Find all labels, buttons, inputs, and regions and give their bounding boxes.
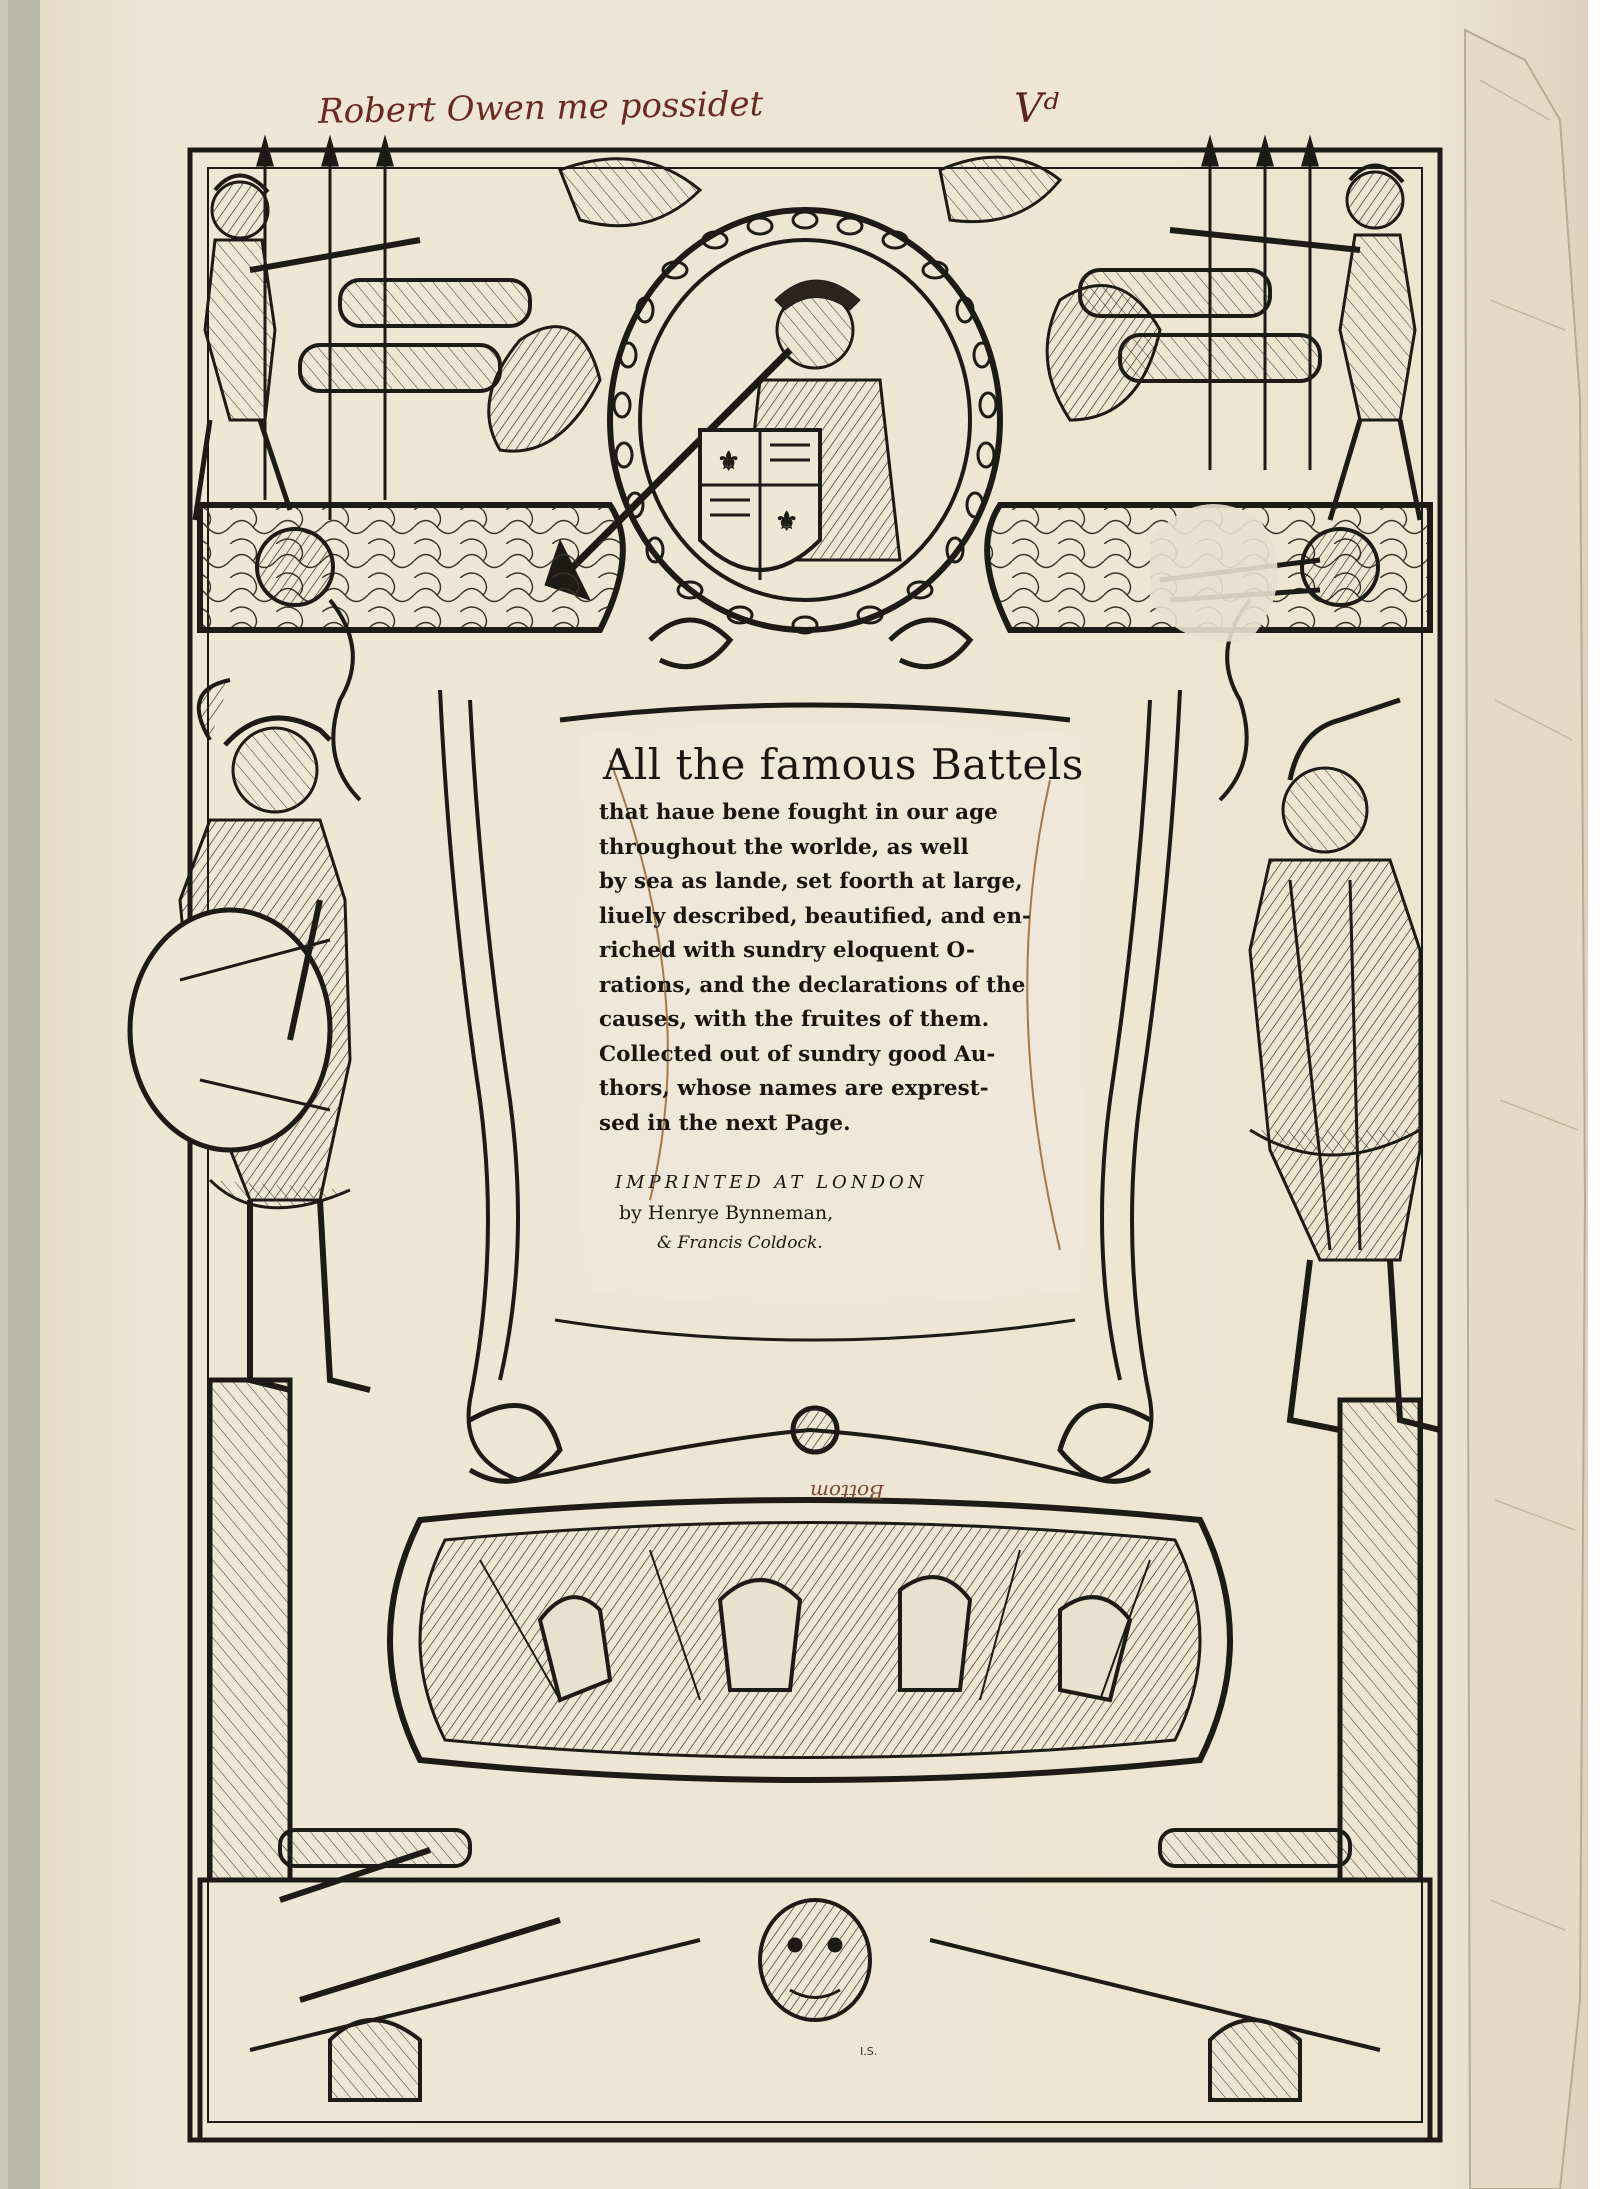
title-line: thors, whose names are exprest- — [599, 1076, 989, 1101]
book-title: All the famous Battels — [603, 740, 1084, 789]
manuscript-note: Bottom — [810, 1480, 884, 1504]
title-block — [595, 740, 1095, 1141]
imprint-place: IMPRINTED AT LONDON — [615, 1172, 928, 1193]
ownership-inscription: Robert Owen me possidet — [317, 84, 764, 132]
title-line: causes, with the fruites of them. — [599, 1007, 990, 1032]
imprint-bookseller: & Francis Coldock. — [657, 1233, 823, 1253]
imprint-printer: by Henrye Bynneman, — [619, 1202, 834, 1224]
svg-text:⚜: ⚜ — [775, 507, 799, 537]
paper-damage — [1150, 504, 1278, 642]
svg-text:⚜: ⚜ — [717, 447, 741, 477]
title-line: riched with sundry eloquent O- — [599, 938, 975, 963]
battle-scene — [390, 1500, 1230, 1780]
imprint — [615, 1168, 1055, 1258]
ownership-mark: Vᵈ — [1014, 86, 1059, 132]
title-line: sed in the next Page. — [599, 1110, 851, 1136]
title-line: rations, and the declarations of the — [599, 972, 1026, 998]
title-line: throughout the worlde, as well — [599, 834, 969, 860]
title-line: liuely described, beautified, and en- — [599, 903, 1031, 929]
block-initials: I.S. — [860, 2045, 878, 2058]
title-description — [595, 796, 1095, 1141]
title-line: by sea as lande, set foorth at large, — [599, 869, 1023, 894]
title-line: that haue bene fought in our age — [599, 800, 998, 825]
title-line: Collected out of sundry good Au- — [599, 1041, 996, 1067]
